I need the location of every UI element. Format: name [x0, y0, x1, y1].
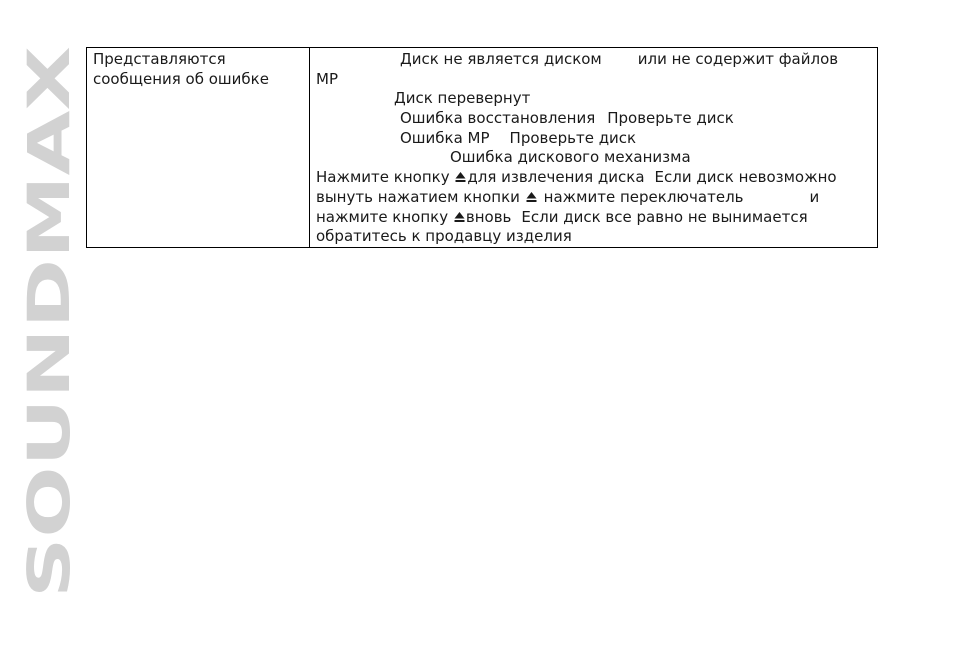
symptom-text: Представляются сообщения об ошибке [93, 50, 269, 88]
remedy-cell [310, 48, 878, 248]
remedy-line-5: Ошибка MP Проверьте диск [400, 128, 637, 147]
remedy-line-8: вынуть нажатием кнопки нажмите переключатель и [316, 187, 820, 206]
soundmax-logo [15, 46, 84, 598]
remedy-line-7: Нажмите кнопку для извлечения диска Если диск невозможно [316, 168, 837, 187]
error-messages-table [86, 47, 878, 248]
remedy-line-4: Ошибка восстановления Проверьте диск [400, 109, 734, 128]
remedy-line-10: обратитесь к продавцу изделия [316, 227, 572, 246]
remedy-line-6: Ошибка дискового механизма [450, 148, 691, 167]
symptom-cell [87, 48, 310, 248]
eject-icon [454, 211, 465, 223]
remedy-line-3: Диск перевернут [394, 89, 531, 108]
table-row [87, 48, 878, 248]
remedy-line-9: нажмите кнопку вновь Если диск все равно не вынимается [316, 207, 808, 226]
soundmax-logo-text: SOUNDMAX [15, 215, 84, 598]
remedy-line-1: Диск не является диском или не содержит файлов [400, 50, 839, 68]
eject-icon [455, 171, 466, 183]
eject-icon [526, 191, 537, 203]
remedy-line-2: MP [316, 69, 338, 88]
